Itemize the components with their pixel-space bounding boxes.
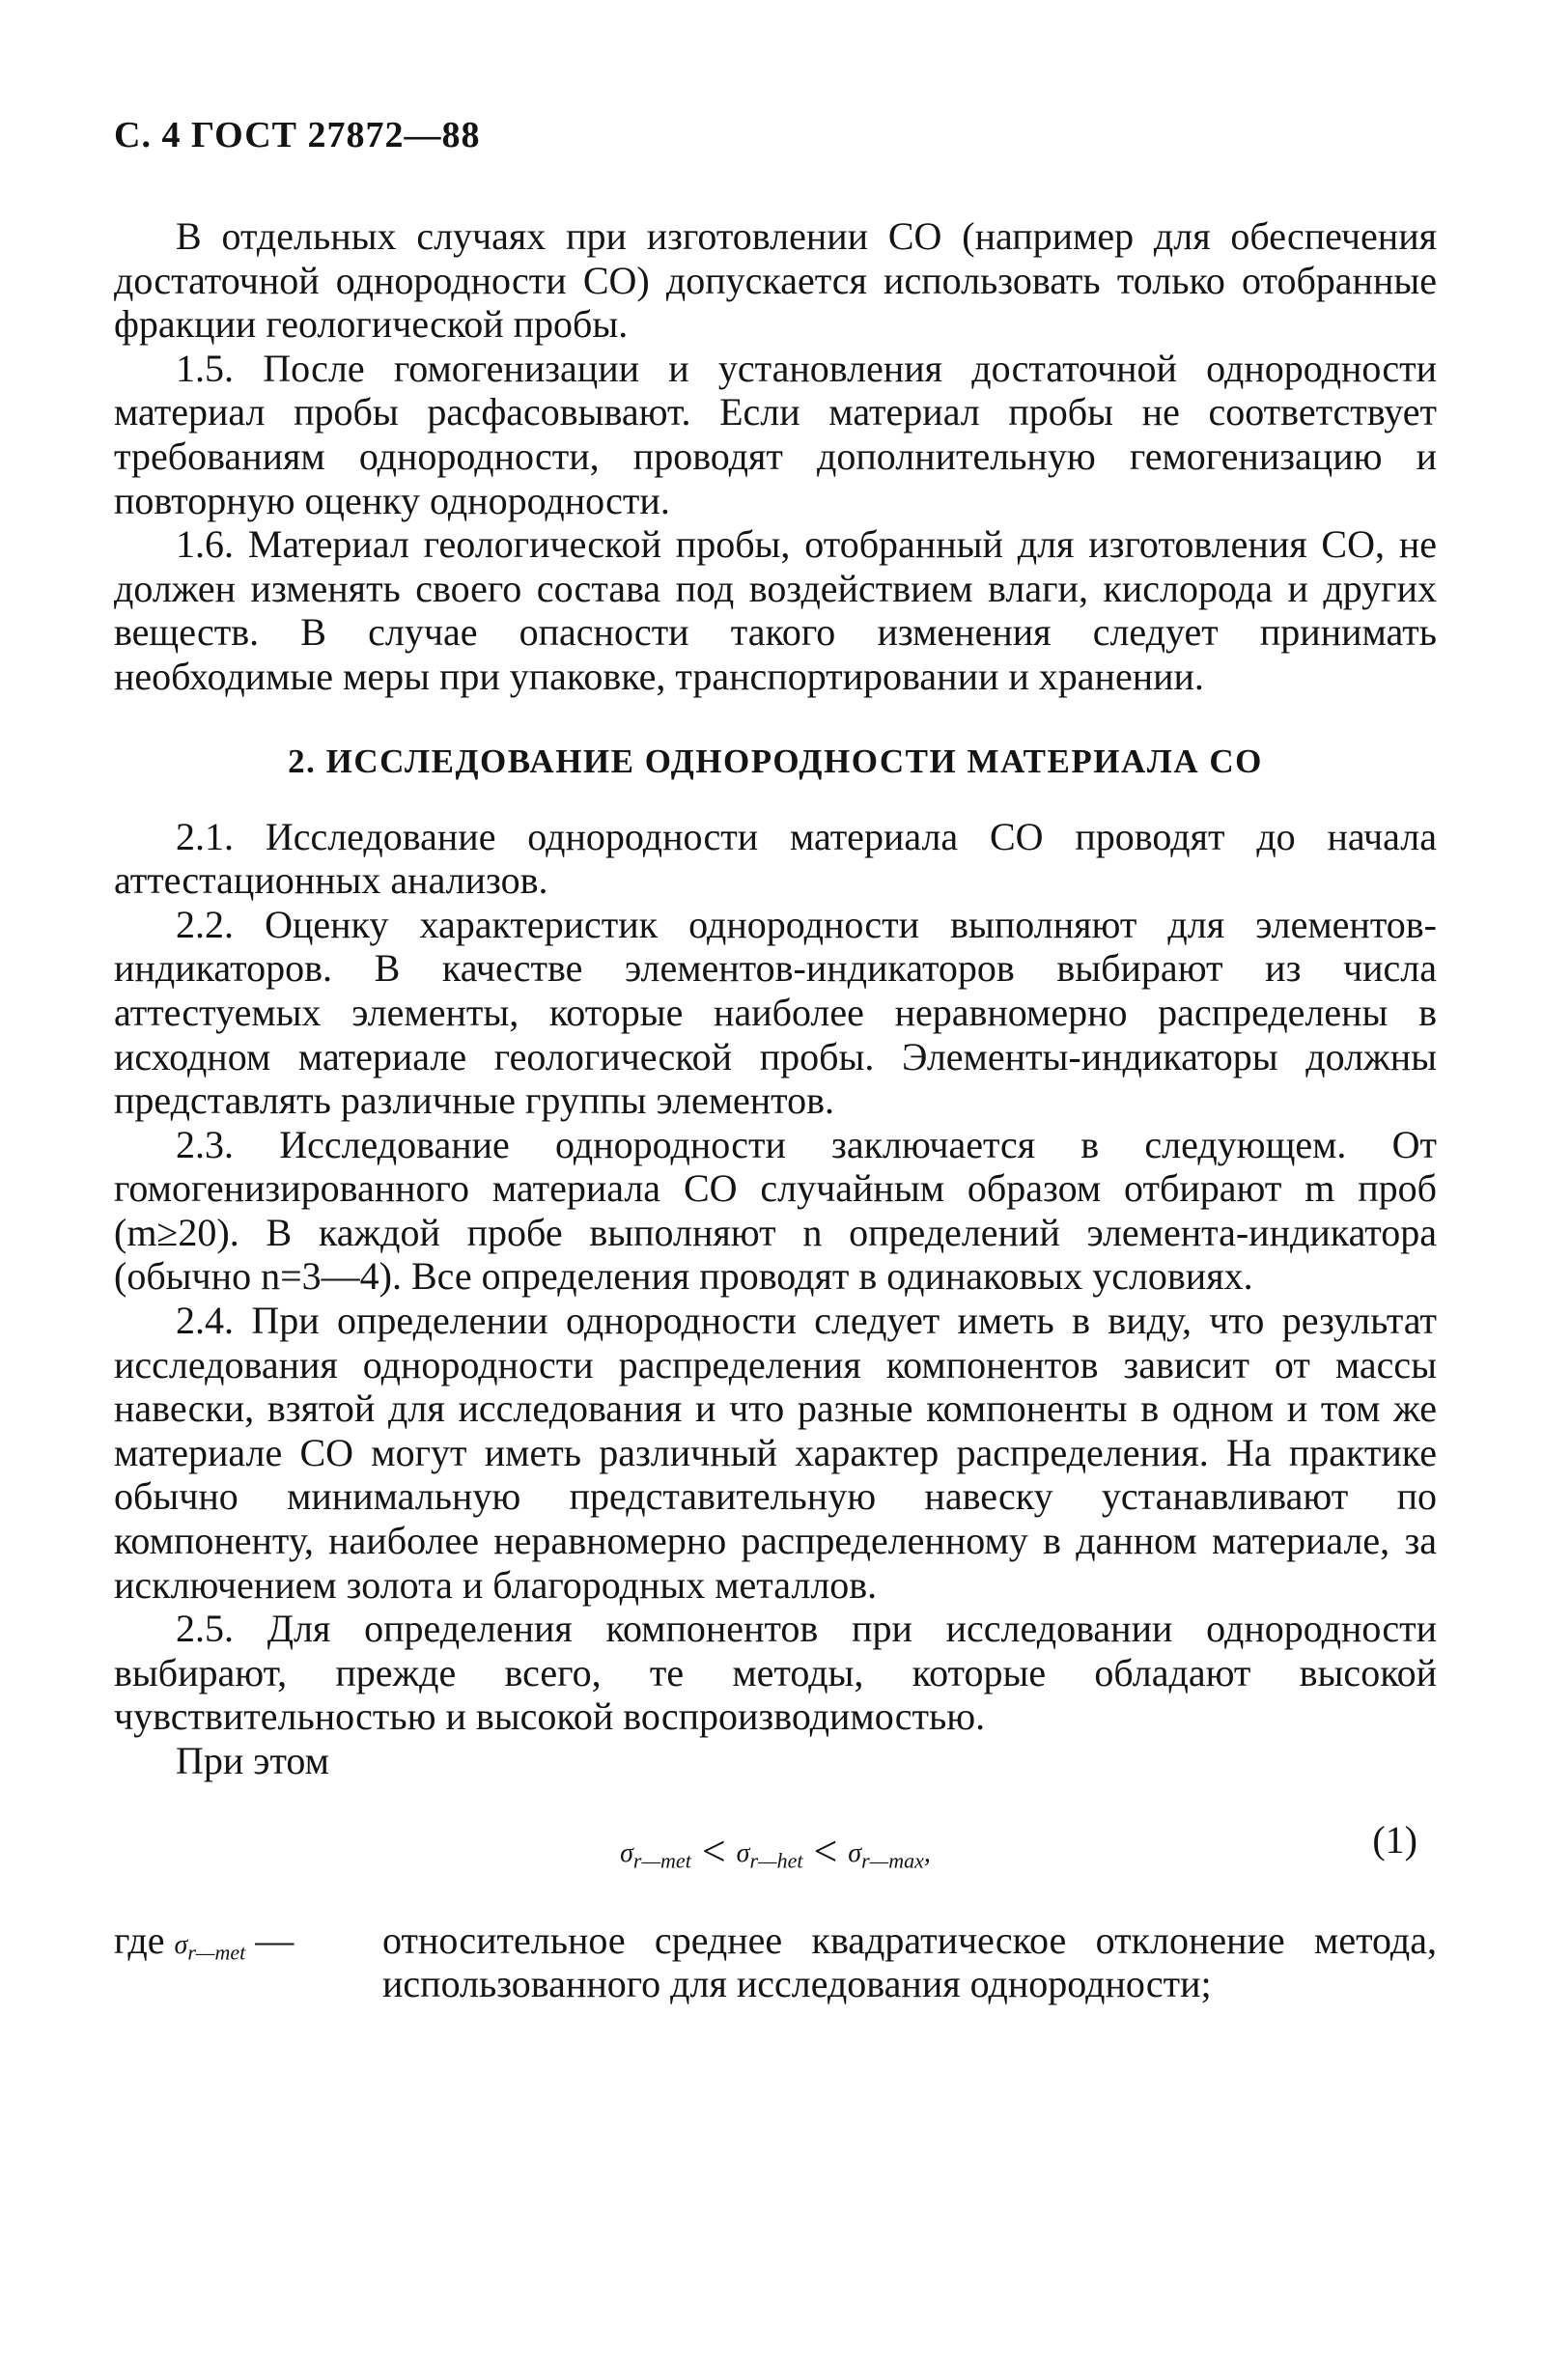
less-than-sign: < [813,1827,838,1875]
document-body [114,214,1437,2006]
paragraph-2-2: 2.2. Оценку характеристик однородности выполняют для элементов-индикаторов. В качестве элементов-индикаторов выбирают из числа аттестуемых элементы, которые наиболее неравномерно распределены в исходном материале геологической пробы. Элементы-индикаторы должны представлять различные группы элементов. [114,902,1437,1123]
where-block [114,1918,1437,2006]
where-term [114,1918,382,2006]
paragraph-2-4: 2.4. При определении однородности следует иметь в виду, что результат исследования однородности распределения компонентов зависит от массы навески, взятой для исследования и что разные компоненты в одном и том же материале СО могут иметь различный характер распределения. На практике обычно минимальную представительную навеску устанавливают по компоненту, наиболее неравномерно распределенному в данном материале, за исключением золота и благородных металлов. [114,1299,1437,1607]
running-head: С. 4 ГОСТ 27872—88 [114,115,481,155]
sigma-symbol: σ [848,1837,862,1868]
formula-row [114,1808,1437,1891]
subscript-met: r—met [187,1940,246,1965]
sigma-symbol: σ [620,1837,633,1868]
paragraph-2-3: 2.3. Исследование однородности заключается в следующем. От гомогенизированного материала СО случайным образом отбирают m проб (m≥20). В каждой пробе выполняют n определений элемента-индикатора (обычно n=3—4). Все определения проводят в одинаковых условиях. [114,1122,1437,1299]
where-definition: относительное среднее квадратическое отклонение метода, использованного для исследования однородности; [382,1918,1437,2006]
where-symbol [174,1929,246,1965]
paragraph-2-1: 2.1. Исследование однородности материала СО проводят до начала аттестационных анализов. [114,814,1437,903]
paragraph-2-5: 2.5. Для определения компонентов при исследовании однородности выбирают, прежде всего, те методы, которые обладают высокой чувствительностью и высокой воспроизводимостью. [114,1607,1437,1739]
subscript-het: r—het [749,1848,803,1873]
formula-comma: , [923,1837,931,1868]
paragraph: В отдельных случаях при изготовлении СО (например для обеспечения достаточной однородности СО) допускается использовать только отобранные фракции геологической пробы. [114,214,1437,347]
formula-number: (1) [1372,1817,1417,1862]
subscript-max: r—max [861,1848,924,1873]
pri-etom-text: При этом [176,1739,329,1782]
where-lead: где [114,1918,165,1962]
less-than-sign: < [701,1827,726,1875]
paragraph-1-5: 1.5. После гомогенизации и установления достаточной однородности материал пробы расфасовывают. Если материал пробы не соответствует требованиям однородности, проводят дополнительную гемогенизацию и повторную оценку однородности. [114,346,1437,522]
sigma-symbol: σ [736,1837,750,1868]
section-title: 2. ИССЛЕДОВАНИЕ ОДНОРОДНОСТИ МАТЕРИАЛА СО [288,742,1263,780]
sigma-symbol: σ [174,1929,188,1960]
formula [114,1827,1437,1883]
subscript-met: r—met [632,1848,691,1873]
where-dash: — [255,1918,295,1962]
paragraph-1-6: 1.6. Материал геологической пробы, отобранный для изготовления СО, не должен изменять своего состава под воздействием влаги, кислорода и других веществ. В случае опасности такого изменения следует принимать необходимые меры при упаковке, транспортировании и хранении. [114,522,1437,698]
